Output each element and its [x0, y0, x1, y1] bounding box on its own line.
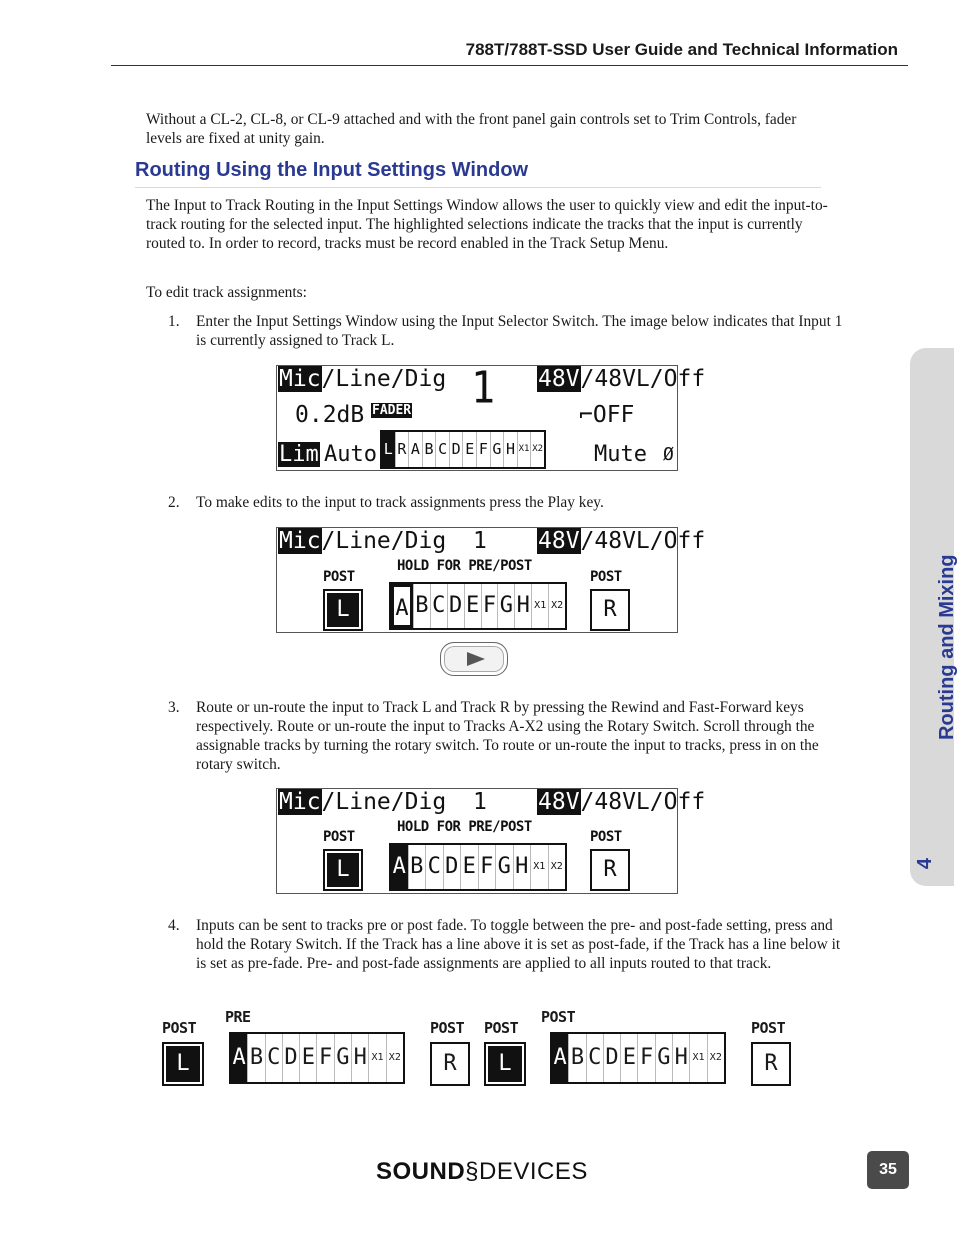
track-cell: F: [316, 1034, 333, 1082]
track-cell: A: [391, 584, 413, 628]
track-cell: H: [513, 845, 531, 889]
track-cell: H: [503, 432, 517, 467]
phantom-options: /48VL/Off: [580, 789, 706, 815]
track-cell: F: [481, 584, 498, 628]
track-cell: B: [247, 1034, 264, 1082]
post-label: POST: [162, 1019, 197, 1037]
gain-value: 0.2dB: [295, 402, 365, 428]
track-cell: A: [552, 1034, 568, 1082]
track-assign-bar: [389, 582, 567, 630]
auto-label: Auto: [324, 442, 377, 467]
track-cell: A: [391, 845, 408, 889]
track-r-box: R: [751, 1042, 791, 1086]
track-assign-bar: [550, 1032, 726, 1084]
phantom-48v: 48V: [538, 789, 580, 815]
line-dig-label: /Line/Dig: [321, 789, 447, 815]
track-cell: B: [422, 432, 436, 467]
track-r-box: R: [590, 849, 630, 891]
step-number: 1.: [168, 313, 180, 330]
mic-label: Mic: [279, 789, 321, 815]
hold-pre-post-label: HOLD FOR PRE/POST: [397, 819, 532, 835]
track-cell: E: [462, 432, 476, 467]
phantom-48v: 48V: [538, 528, 580, 554]
track-cell: X2: [548, 584, 565, 628]
track-cell: G: [334, 1034, 351, 1082]
post-label: POST: [430, 1019, 465, 1037]
step-number: 2.: [168, 494, 180, 511]
running-header: 788T/788T-SSD User Guide and Technical Information: [465, 40, 898, 59]
track-cell: B: [408, 845, 426, 889]
post-label: POST: [484, 1019, 519, 1037]
track-cell: F: [478, 845, 496, 889]
track-cell: E: [460, 845, 478, 889]
track-l-box: L: [484, 1042, 526, 1086]
lcd-input-settings: [276, 362, 706, 471]
post-label-right: POST: [590, 569, 622, 585]
track-assign-bar: [380, 430, 546, 469]
track-cell: C: [586, 1034, 603, 1082]
track-cell: H: [514, 584, 531, 628]
mic-label: Mic: [279, 366, 321, 392]
input-number: 1: [473, 789, 487, 815]
track-cell: A: [231, 1034, 247, 1082]
hold-pre-post-label: HOLD FOR PRE/POST: [397, 558, 532, 574]
track-cell: F: [637, 1034, 654, 1082]
track-cell: X2: [530, 432, 544, 467]
track-l-box: L: [162, 1042, 204, 1086]
hpf-value: ⌐OFF: [579, 402, 635, 428]
track-cell: E: [620, 1034, 637, 1082]
mic-label: Mic: [279, 528, 321, 554]
intro-paragraph: Without a CL-2, CL-8, or CL-9 attached and with the front panel gain controls set to Trim Controls, fader levels are fixed at unity gain.: [146, 111, 797, 147]
track-cell: G: [655, 1034, 672, 1082]
edit-label: To edit track assignments:: [146, 284, 307, 301]
track-cell: B: [413, 584, 430, 628]
line-dig-label: /Line/Dig: [321, 528, 447, 554]
track-cell: X2: [548, 845, 566, 889]
track-cell: E: [299, 1034, 316, 1082]
step-text: Route or un-route the input to Track L and Track R by pressing the Rewind and Fast-Forward keys respectively. Route or un-route the input to Tracks A-X2 using the Rotary Switch. Scroll through the assignable tracks by turning the rotary switch. To route or un-route the input to tracks, press in on the rotary switch.: [196, 699, 819, 773]
limiter-label: Lim: [279, 442, 319, 467]
track-cell: X1: [368, 1034, 385, 1082]
sound-devices-logo: [376, 1158, 588, 1186]
track-cell: B: [568, 1034, 585, 1082]
phantom-options: /48VL/Off: [580, 528, 706, 554]
step-text: Enter the Input Settings Window using the Input Selector Switch. The image below indicates that Input 1 is currently assigned to Track L.: [196, 313, 843, 349]
phantom-options: /48VL/Off: [580, 366, 706, 392]
section-paragraph: The Input to Track Routing in the Input Settings Window allows the user to quickly view and edit the input-to-track routing for the selected input. The highlighted selections indicate the tracks that the input is currently routed to. In order to record, tracks must be record enabled in the Track Setup Menu.: [146, 197, 828, 252]
logo-bold: SOUND: [376, 1158, 466, 1185]
track-l-box: L: [323, 589, 363, 631]
track-cell: G: [495, 845, 513, 889]
header-rule: [111, 65, 908, 66]
track-cell: L: [382, 432, 395, 467]
track-cell: C: [430, 584, 447, 628]
logo-swirl-icon: §: [465, 1158, 480, 1185]
step-text: Inputs can be sent to tracks pre or post fade. To toggle between the pre- and post-fade setting, press and hold the Rotary Switch. If the Track has a line above it is set as post-fade, if the Track has a line below it is set as pre-fade. Pre- and post-fade assignments are applied to all inputs routed to that track.: [196, 917, 841, 972]
track-cell: D: [443, 845, 461, 889]
section-rule: [135, 187, 821, 188]
track-cell: X2: [707, 1034, 724, 1082]
track-cell: C: [435, 432, 449, 467]
track-cell: F: [476, 432, 490, 467]
post-label: POST: [541, 1008, 576, 1026]
section-heading: Routing Using the Input Settings Window: [135, 159, 529, 181]
line-dig-label: /Line/Dig: [321, 366, 447, 392]
play-key[interactable]: [440, 642, 508, 676]
play-icon: [467, 652, 485, 666]
step-text: To make edits to the input to track assignments press the Play key.: [196, 494, 604, 511]
track-l-box: L: [323, 849, 363, 891]
track-cell: D: [447, 584, 464, 628]
track-cell: D: [449, 432, 463, 467]
page-number: 35: [867, 1151, 909, 1189]
chapter-tab-label: Routing and Mixing: [936, 554, 958, 740]
track-cell: R: [395, 432, 409, 467]
track-cell: E: [464, 584, 481, 628]
track-cell: C: [265, 1034, 282, 1082]
track-cell: D: [603, 1034, 620, 1082]
track-cell: X2: [386, 1034, 403, 1082]
post-label-right: POST: [590, 829, 622, 845]
fader-label: FADER: [372, 403, 412, 418]
post-label-left: POST: [323, 569, 355, 585]
track-cell: G: [497, 584, 514, 628]
track-cell: X1: [517, 432, 531, 467]
pre-label: PRE: [225, 1008, 251, 1026]
track-cell: H: [672, 1034, 689, 1082]
track-assign-bar: [389, 843, 567, 891]
track-cell: X1: [530, 845, 548, 889]
track-cell: X1: [531, 584, 548, 628]
step-number: 4.: [168, 917, 180, 934]
track-assign-bar: [229, 1032, 405, 1084]
step-number: 3.: [168, 699, 180, 716]
mute-label: Mute: [594, 442, 647, 467]
lcd-track-routing: [276, 527, 706, 633]
track-cell: C: [425, 845, 443, 889]
phase-label: Ø: [663, 444, 674, 465]
input-number: 1: [473, 528, 487, 554]
track-cell: A: [408, 432, 422, 467]
lcd-track-routing-a: [276, 788, 706, 894]
track-cell: X1: [689, 1034, 706, 1082]
post-label: POST: [751, 1019, 786, 1037]
track-cell: H: [351, 1034, 368, 1082]
phantom-48v: 48V: [538, 366, 580, 392]
track-r-box: R: [430, 1042, 470, 1086]
input-number: 1: [471, 362, 496, 414]
chapter-tab-number: 4: [914, 857, 937, 870]
track-cell: G: [490, 432, 504, 467]
post-label-left: POST: [323, 829, 355, 845]
track-r-box: R: [590, 589, 630, 631]
track-cell: D: [282, 1034, 299, 1082]
logo-rest: DEVICES: [479, 1158, 588, 1185]
